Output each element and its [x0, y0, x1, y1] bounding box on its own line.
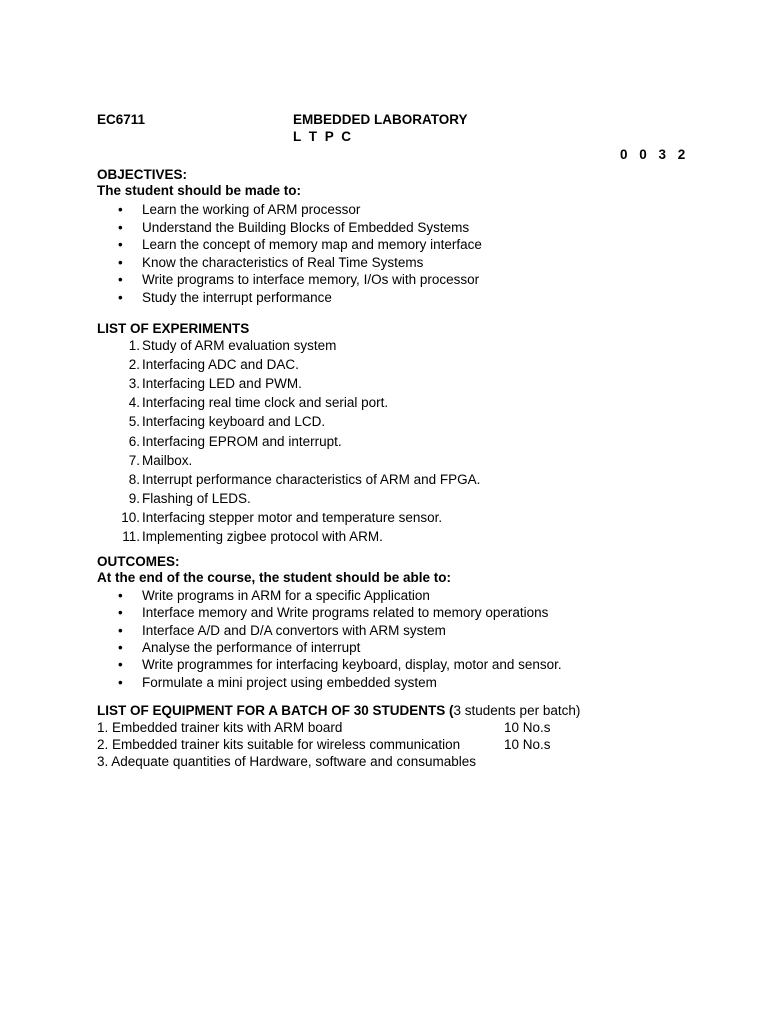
list-item-text: Learn the working of ARM processor — [142, 202, 361, 217]
bullet-icon: • — [118, 202, 123, 217]
course-title: EMBEDDED LABORATORY — [293, 112, 468, 127]
list-item-text: Study the interrupt performance — [142, 290, 332, 305]
list-item-text: Interfacing keyboard and LCD. — [142, 414, 326, 430]
list-item-text: Interfacing stepper motor and temperature sensor. — [142, 509, 443, 525]
list-item-text: Interface A/D and D/A convertors with ARM system — [142, 622, 446, 638]
list-item-text: Interface memory and Write programs related to memory operations — [142, 605, 549, 621]
equipment-text: 2. Embedded trainer kits suitable for wireless communication — [97, 737, 461, 752]
list-item-text: Write programs to interface memory, I/Os with processor — [142, 272, 480, 288]
ltpc-values: 0 0 3 2 — [620, 147, 690, 162]
list-item-text: Mailbox. — [142, 452, 193, 468]
bullet-icon: • — [118, 272, 123, 288]
list-item-number: 11. — [122, 529, 140, 544]
equipment-row — [97, 754, 476, 770]
list-item-number: 3. — [128, 376, 140, 392]
list-item-text: Interfacing LED and PWM. — [142, 376, 302, 392]
list-item-text: Analyse the performance of interrupt — [142, 639, 361, 655]
bullet-icon: • — [118, 219, 123, 235]
list-item-text: Understand the Building Blocks of Embedded Systems — [142, 219, 470, 235]
list-item-number: 9. — [128, 490, 140, 506]
bullet-icon: • — [118, 605, 123, 621]
equipment-heading-note: 3 students per batch) — [453, 703, 581, 718]
equipment-text: 3. Adequate quantities of Hardware, software and consumables — [97, 754, 476, 769]
list-item-number: 10. — [121, 509, 140, 525]
ltpc-label: L T P C — [293, 129, 354, 144]
bullet-icon: • — [118, 639, 123, 655]
list-item-number: 8. — [128, 471, 140, 487]
list-item-number: 2. — [128, 357, 140, 373]
list-item-text: Write programmes for interfacing keyboard, display, motor and sensor. — [142, 657, 562, 673]
bullet-icon: • — [118, 588, 123, 603]
equipment-qty: 10 No.s — [504, 720, 551, 735]
list-item-text: Know the characteristics of Real Time Systems — [142, 254, 424, 270]
bullet-icon: • — [118, 254, 123, 270]
bullet-icon: • — [118, 237, 123, 253]
list-item-text: Flashing of LEDS. — [142, 490, 251, 506]
list-item-number: 6. — [128, 433, 140, 449]
equipment-heading — [97, 703, 580, 719]
list-item-text: Interfacing ADC and DAC. — [142, 357, 299, 373]
equipment-text: 1. Embedded trainer kits with ARM board — [97, 720, 343, 735]
list-item-text: Formulate a mini project using embedded system — [142, 674, 437, 690]
bullet-icon: • — [118, 657, 123, 673]
outcomes-heading: OUTCOMES: — [97, 554, 180, 569]
equipment-qty: 10 No.s — [504, 737, 551, 752]
objectives-heading: OBJECTIVES: — [97, 167, 188, 182]
list-item-text: Study of ARM evaluation system — [142, 338, 337, 353]
list-item-number: 4. — [128, 395, 140, 411]
bullet-icon: • — [118, 622, 123, 638]
objectives-intro: The student should be made to: — [97, 183, 302, 198]
equipment-heading-bold: LIST OF EQUIPMENT FOR A BATCH OF 30 STUDENTS ( — [97, 703, 454, 718]
list-item-text: Interfacing EPROM and interrupt. — [142, 433, 342, 449]
course-code: EC6711 — [97, 112, 146, 127]
list-item-text: Interfacing real time clock and serial port. — [142, 395, 389, 411]
bullet-icon: • — [118, 674, 123, 690]
list-item-number: 5. — [128, 414, 140, 430]
outcomes-intro: At the end of the course, the student should be able to: — [97, 570, 452, 585]
bullet-icon: • — [118, 290, 123, 305]
list-item-number: 1. — [128, 338, 140, 353]
list-item-text: Learn the concept of memory map and memory interface — [142, 237, 482, 253]
experiments-heading: LIST OF EXPERIMENTS — [97, 321, 250, 336]
list-item-number: 7. — [128, 452, 140, 468]
list-item-text: Write programs in ARM for a specific Application — [142, 588, 430, 603]
equipment-row — [97, 720, 342, 736]
list-item-text: Interrupt performance characteristics of ARM and FPGA. — [142, 471, 481, 487]
list-item-text: Implementing zigbee protocol with ARM. — [142, 529, 383, 544]
equipment-row — [97, 737, 460, 753]
